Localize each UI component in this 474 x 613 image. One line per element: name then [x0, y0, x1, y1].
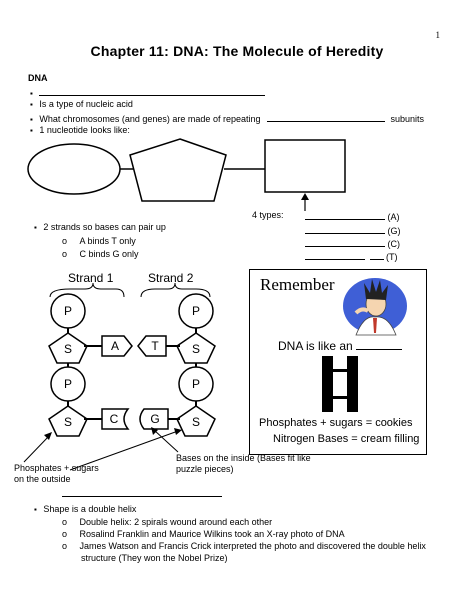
base-t-label: T: [151, 339, 159, 353]
circle-bullet-icon: o: [62, 529, 68, 539]
phosphate-label: P: [191, 377, 201, 391]
answer-blank: [356, 338, 402, 350]
sub-text: C binds G only: [79, 249, 139, 259]
sugar-pentagon: [130, 139, 226, 201]
bullet-icon: ▪: [30, 100, 33, 109]
circle-bullet-icon: o: [62, 236, 68, 246]
note-line: on the outside: [14, 474, 71, 484]
answer-blank: [305, 250, 365, 260]
bullet-text: 1 nucleotide looks like:: [39, 125, 130, 135]
answer-blank: [305, 210, 385, 220]
sub-watson-crick: [62, 541, 426, 552]
type-letter: (A): [387, 212, 400, 222]
phosphate-label: P: [63, 377, 73, 391]
type-letter: (G): [387, 226, 401, 236]
base-c-label: C: [109, 412, 119, 426]
answer-blank: [62, 496, 222, 497]
arrow-icon: [44, 432, 52, 440]
type-row-g: [305, 224, 401, 237]
sub-text: Double helix: 2 spirals wound around each other: [79, 517, 273, 527]
nucleotide-diagram: [0, 0, 474, 213]
arrow-line: [154, 430, 178, 452]
bullet-icon: ▪: [30, 126, 33, 135]
thinking-person-clipart: [342, 273, 408, 339]
answer-blank: [305, 224, 385, 234]
sub-text: Rosalind Franklin and Maurice Wilkins took an X-ray photo of DNA: [79, 529, 345, 539]
sub-text: A binds T only: [79, 236, 136, 246]
strand-1-label: Strand 1: [68, 271, 114, 285]
bullet-two-strands: [34, 222, 166, 233]
bullet-icon: ▪: [30, 89, 33, 98]
arrow-line: [24, 436, 49, 462]
circle-bullet-icon: o: [62, 249, 68, 259]
sub-c-binds-g: [62, 249, 139, 260]
note-line: puzzle pieces): [176, 464, 234, 474]
remember-title: Remember: [260, 275, 335, 294]
circle-bullet-icon: o: [62, 517, 68, 527]
type-row-c: [305, 237, 400, 250]
note-phosphates-sugars: [14, 463, 99, 485]
bullet-icon: ▪: [34, 505, 37, 514]
base-rectangle: [265, 140, 345, 192]
dna-is-like-label: DNA is like an: [278, 339, 353, 353]
type-row-a: [305, 210, 400, 223]
cookie-left: [322, 356, 333, 412]
types-label: 4 types:: [252, 210, 284, 220]
dna-heading: DNA: [28, 73, 48, 83]
bullet-text: 2 strands so bases can pair up: [43, 222, 166, 232]
sugar-label: S: [191, 415, 201, 429]
answer-blank: [305, 237, 385, 247]
page-title: Chapter 11: DNA: The Molecule of Heredity: [90, 43, 384, 59]
bullet-icon: ▪: [30, 115, 33, 124]
sub-text: James Watson and Francis Crick interpreted the photo and discovered the double helix: [79, 541, 426, 551]
phosphate-label: P: [63, 304, 73, 318]
bullet-icon: ▪: [34, 223, 37, 232]
bullet-text: What chromosomes (and genes) are made of repeating: [39, 114, 261, 124]
bullet-text: Shape is a double helix: [43, 504, 137, 514]
sub-franklin: [62, 529, 345, 540]
type-row-t: [305, 250, 398, 263]
sugar-label: S: [191, 342, 201, 356]
page-number: 1: [435, 30, 440, 40]
base-a-label: A: [110, 339, 120, 353]
sub-a-binds-t: [62, 236, 136, 247]
type-letter: (T): [386, 252, 398, 262]
note-line: Phosphates + sugars: [14, 463, 99, 473]
remember-box: [249, 269, 427, 455]
strand-2-label: Strand 2: [148, 271, 194, 285]
cream-line: [333, 396, 347, 399]
circle-bullet-icon: o: [62, 541, 68, 551]
arrow-icon: [174, 428, 182, 435]
bullet-text-suffix: subunits: [390, 114, 425, 124]
bullet-double-helix: [34, 504, 136, 515]
sub-double-helix: [62, 517, 272, 528]
answer-blank: [370, 250, 384, 260]
base-g-label: G: [150, 412, 160, 426]
bullet-text: Is a type of nucleic acid: [39, 99, 133, 109]
sugar-label: S: [63, 342, 73, 356]
cream-line: [333, 369, 347, 372]
cookie-sandwich-drawing: [318, 356, 362, 412]
sub-nobel: structure (They won the Nobel Prize): [81, 553, 228, 563]
phosphate-oval: [28, 144, 120, 194]
phosphate-label: P: [191, 304, 201, 318]
sugar-label: S: [63, 415, 73, 429]
cookie-right: [347, 356, 358, 412]
bases-cream-text: Nitrogen Bases = cream filling: [273, 433, 420, 445]
arrow-up-icon: [301, 193, 309, 200]
type-letter: (C): [387, 239, 401, 249]
dna-is-like-text: [278, 338, 402, 353]
note-bases-inside: [176, 453, 311, 475]
phosphates-cookies-text: Phosphates + sugars = cookies: [259, 417, 413, 429]
note-line: Bases on the inside (Bases fit like: [176, 453, 311, 463]
